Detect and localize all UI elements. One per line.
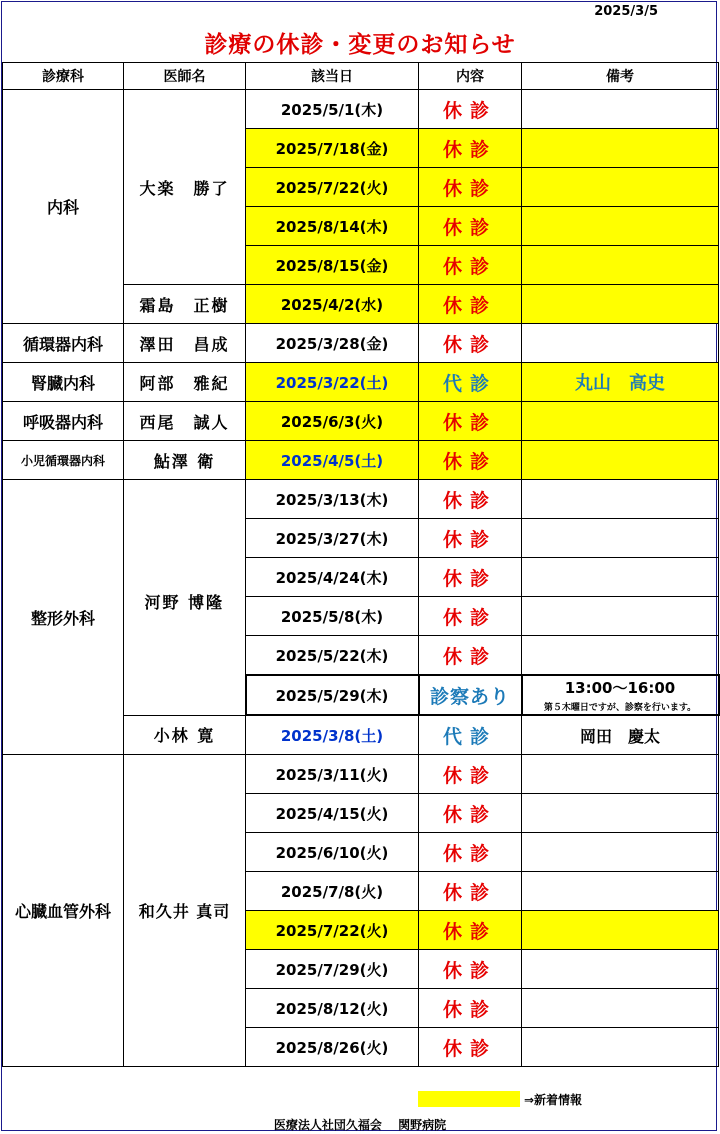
note-cell bbox=[522, 480, 719, 519]
note-cell bbox=[522, 636, 719, 676]
note-cell bbox=[522, 950, 719, 989]
date-cell: 2025/5/29(木) bbox=[246, 675, 419, 715]
content-cell: 休診 bbox=[419, 246, 522, 285]
doctor-cell: 阿部 雅紀 bbox=[124, 363, 246, 402]
header-content: 内容 bbox=[419, 63, 522, 90]
header-department: 診療科 bbox=[3, 63, 124, 90]
content-cell: 休診 bbox=[419, 989, 522, 1028]
note-cell bbox=[522, 558, 719, 597]
note-cell bbox=[522, 597, 719, 636]
date-cell: 2025/7/29(火) bbox=[246, 950, 419, 989]
table-row bbox=[3, 90, 719, 129]
date-cell: 2025/3/28(金) bbox=[246, 324, 419, 363]
date-cell: 2025/4/24(木) bbox=[246, 558, 419, 597]
note-cell bbox=[522, 872, 719, 911]
note-cell bbox=[522, 519, 719, 558]
content-cell: 休診 bbox=[419, 950, 522, 989]
table-row bbox=[3, 363, 719, 402]
content-cell: 代診 bbox=[419, 363, 522, 402]
date-cell: 2025/3/27(木) bbox=[246, 519, 419, 558]
note-cell: 丸山 高史 bbox=[522, 363, 719, 402]
table-row bbox=[3, 441, 719, 480]
note-cell bbox=[522, 989, 719, 1028]
department-cell: 腎臓内科 bbox=[3, 363, 124, 402]
date-cell: 2025/3/8(土) bbox=[246, 715, 419, 755]
header-doctor: 医師名 bbox=[124, 63, 246, 90]
doctor-cell: 大楽 勝了 bbox=[124, 90, 246, 285]
note-cell bbox=[522, 168, 719, 207]
content-cell: 代診 bbox=[419, 715, 522, 755]
date-cell: 2025/3/13(木) bbox=[246, 480, 419, 519]
date-cell: 2025/6/3(火) bbox=[246, 402, 419, 441]
note-cell bbox=[522, 207, 719, 246]
doctor-cell: 霜島 正樹 bbox=[124, 285, 246, 324]
doctor-cell: 和久井 真司 bbox=[124, 755, 246, 1067]
issue-date: 2025/3/5 bbox=[594, 4, 658, 19]
date-cell: 2025/4/2(水) bbox=[246, 285, 419, 324]
footer bbox=[0, 1116, 720, 1133]
content-cell: 休診 bbox=[419, 90, 522, 129]
note-cell bbox=[522, 90, 719, 129]
department-cell: 整形外科 bbox=[3, 480, 124, 755]
content-cell: 休診 bbox=[419, 911, 522, 950]
content-cell: 休診 bbox=[419, 519, 522, 558]
content-cell: 休診 bbox=[419, 636, 522, 676]
note-cell bbox=[522, 324, 719, 363]
content-cell: 休診 bbox=[419, 872, 522, 911]
note-cell: 岡田 慶太 bbox=[522, 715, 719, 755]
department-cell: 循環器内科 bbox=[3, 324, 124, 363]
date-cell: 2025/7/22(火) bbox=[246, 168, 419, 207]
date-cell: 2025/8/15(金) bbox=[246, 246, 419, 285]
footer-organization: 医療法人社団久福会 bbox=[273, 1118, 382, 1132]
date-cell: 2025/7/8(火) bbox=[246, 872, 419, 911]
content-cell: 診察あり bbox=[419, 675, 522, 715]
content-cell: 休診 bbox=[419, 402, 522, 441]
date-cell: 2025/4/5(土) bbox=[246, 441, 419, 480]
doctor-cell: 澤田 昌成 bbox=[124, 324, 246, 363]
content-cell: 休診 bbox=[419, 168, 522, 207]
note-cell bbox=[522, 675, 719, 715]
note-cell bbox=[522, 911, 719, 950]
table-row bbox=[3, 402, 719, 441]
table-header-row bbox=[3, 63, 719, 90]
content-cell: 休診 bbox=[419, 324, 522, 363]
legend-highlight-swatch bbox=[418, 1091, 520, 1107]
date-cell: 2025/8/14(木) bbox=[246, 207, 419, 246]
footer-hospital: 関野病院 bbox=[398, 1118, 447, 1132]
date-cell: 2025/4/15(火) bbox=[246, 794, 419, 833]
department-cell: 心臓血管外科 bbox=[3, 755, 124, 1067]
note-cell bbox=[522, 794, 719, 833]
doctor-cell: 西尾 誠人 bbox=[124, 402, 246, 441]
content-cell: 休診 bbox=[419, 441, 522, 480]
table-row bbox=[3, 480, 719, 519]
doctor-cell: 河野 博隆 bbox=[124, 480, 246, 716]
content-cell: 休診 bbox=[419, 129, 522, 168]
content-cell: 休診 bbox=[419, 794, 522, 833]
date-cell: 2025/8/12(火) bbox=[246, 989, 419, 1028]
content-cell: 休診 bbox=[419, 480, 522, 519]
department-cell: 小児循環器内科 bbox=[3, 441, 124, 480]
content-cell: 休診 bbox=[419, 833, 522, 872]
date-cell: 2025/7/22(火) bbox=[246, 911, 419, 950]
content-cell: 休診 bbox=[419, 207, 522, 246]
schedule-table bbox=[2, 62, 720, 1067]
date-cell: 2025/3/11(火) bbox=[246, 755, 419, 794]
header-date: 該当日 bbox=[246, 63, 419, 90]
doctor-cell: 鮎澤 衛 bbox=[124, 441, 246, 480]
date-cell: 2025/6/10(火) bbox=[246, 833, 419, 872]
date-cell: 2025/5/1(木) bbox=[246, 90, 419, 129]
table-row bbox=[3, 755, 719, 794]
department-cell: 内科 bbox=[3, 90, 124, 324]
note-detail: 第５木曜日ですが、診察を行います。 bbox=[543, 703, 697, 713]
content-cell: 休診 bbox=[419, 285, 522, 324]
date-cell: 2025/8/26(火) bbox=[246, 1028, 419, 1067]
note-cell bbox=[522, 1028, 719, 1067]
content-cell: 休診 bbox=[419, 558, 522, 597]
note-cell bbox=[522, 755, 719, 794]
note-cell bbox=[522, 129, 719, 168]
content-cell: 休診 bbox=[419, 1028, 522, 1067]
header-note: 備考 bbox=[522, 63, 719, 90]
content-cell: 休診 bbox=[419, 597, 522, 636]
legend-text: ⇒新着情報 bbox=[524, 1093, 583, 1107]
department-cell: 呼吸器内科 bbox=[3, 402, 124, 441]
date-cell: 2025/5/22(木) bbox=[246, 636, 419, 676]
doctor-cell: 小林 寛 bbox=[124, 715, 246, 755]
note-cell bbox=[522, 833, 719, 872]
page-title: 診療の休診・変更のお知らせ bbox=[204, 32, 516, 58]
date-cell: 2025/3/22(土) bbox=[246, 363, 419, 402]
date-cell: 2025/5/8(木) bbox=[246, 597, 419, 636]
note-cell bbox=[522, 441, 719, 480]
content-cell: 休診 bbox=[419, 755, 522, 794]
note-cell bbox=[522, 402, 719, 441]
note-cell bbox=[522, 285, 719, 324]
note-time: 13:00～16:00 bbox=[564, 679, 676, 697]
table-row bbox=[3, 324, 719, 363]
date-cell: 2025/7/18(金) bbox=[246, 129, 419, 168]
note-cell bbox=[522, 246, 719, 285]
